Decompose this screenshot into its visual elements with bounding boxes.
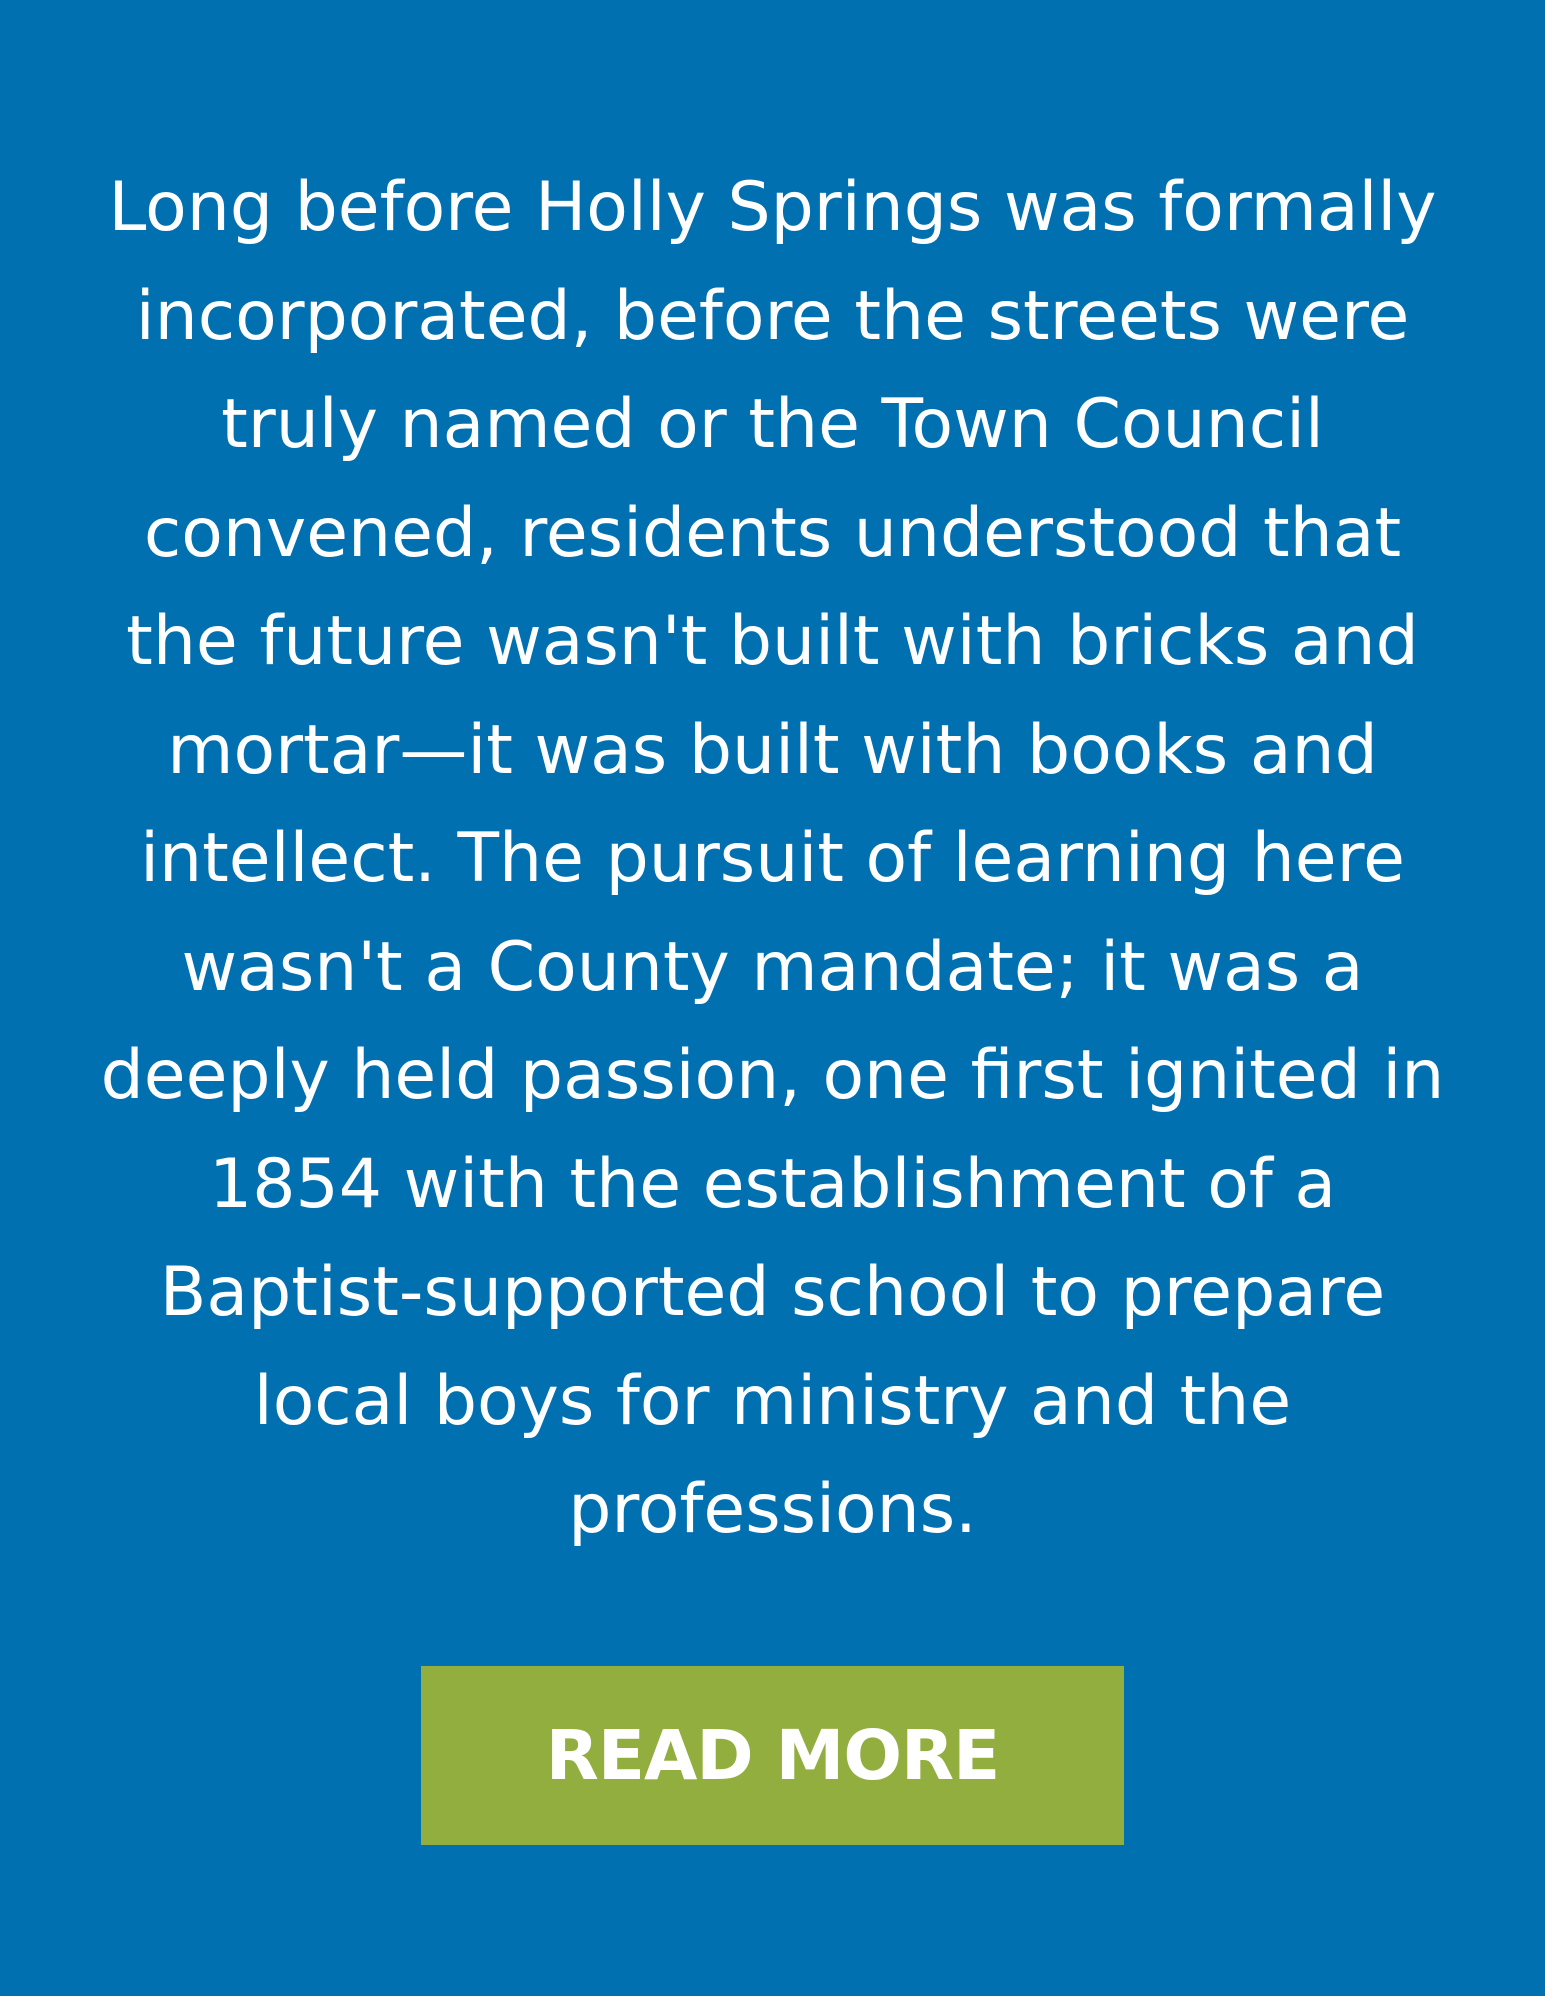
intro-paragraph (90, 154, 1455, 1565)
paragraph-line: Long before Holly Springs was formally (108, 168, 1437, 247)
paragraph-line: local boys for ministry and the (253, 1361, 1292, 1441)
paragraph-line: intellect. The pursuit of learning here (140, 819, 1405, 898)
read-more-label: READ MORE (545, 1715, 1000, 1796)
paragraph-line: wasn't a County mandate; it was a (181, 927, 1364, 1007)
read-more-button[interactable] (421, 1666, 1124, 1845)
paragraph-line: Baptist-supported school to prepare (159, 1253, 1386, 1332)
paragraph-line: the future wasn't built with bricks and (126, 602, 1419, 681)
paragraph-line: professions. (568, 1470, 977, 1549)
paragraph-line: incorporated, before the streets were (135, 276, 1410, 356)
paragraph-line: convened, residents understood that (143, 493, 1402, 573)
paragraph-line: mortar—it was built with books and (167, 710, 1378, 790)
paragraph-line: deeply held passion, one first ignited in (100, 1036, 1445, 1115)
paragraph-line: truly named or the Town Council (221, 385, 1324, 464)
paragraph-line: 1854 with the establishment of a (208, 1144, 1337, 1224)
